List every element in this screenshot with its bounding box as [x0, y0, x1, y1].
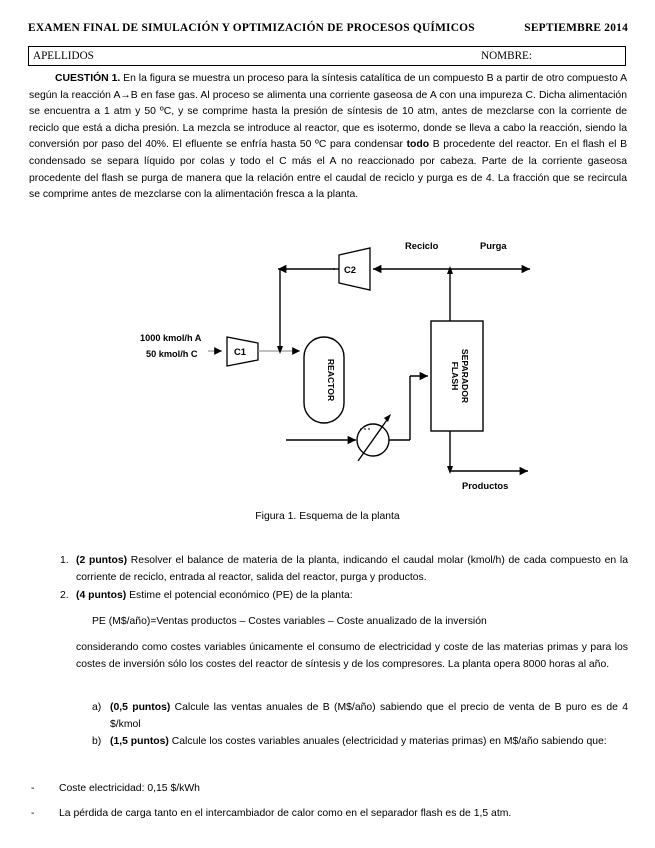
figure-caption: Figura 1. Esquema de la planta	[255, 511, 400, 522]
nombre-label: NOMBRE:	[481, 50, 532, 62]
item-1-points: (2 puntos)	[76, 555, 128, 566]
item-1	[76, 553, 628, 586]
separator-label-line-1: SEPARADOR	[460, 348, 470, 404]
subitem-b	[110, 734, 628, 751]
apellidos-label: APELLIDOS	[33, 50, 94, 62]
subitem-b-number: b)	[92, 736, 102, 747]
feed-label-line-1: 1000 kmol/h A	[140, 333, 202, 343]
process-flow-diagram	[130, 233, 530, 503]
subitem-b-text: Calcule los costes variables anuales (electricidad y materias primas) en M$/año sabiendo que:	[168, 736, 607, 747]
question-body-1: En la figura se muestra un proceso para la síntesis catalítica de un compuesto B a partir de otro compuesto A según la reacción A→B en fase gas. Al proceso se alimenta una corriente gaseosa de A con una impureza C. Dicha alimentación se encuentra a 1 atm y 50 ºC, y se comprime hasta la presión de síntesis de 10 atm, antes de mezclarse con la corriente de reciclo que está a dicha presión. La mezcla se introduce al reactor, que es isotermo, donde se lleva a cabo la reacción, siendo la conversión por paso del 40%. El efluente se enfría hasta 50 ºC para condensar	[29, 73, 628, 151]
compressor-c1-label: C1	[234, 346, 246, 357]
exam-title: EXAMEN FINAL DE SIMULACIÓN Y OPTIMIZACIÓN DE PROCESOS QUÍMICOS	[28, 22, 475, 34]
subitem-a-text: Calcule las ventas anuales de B (M$/año) sabiendo que el precio de venta de B puro es de 4 $/kmol	[110, 702, 628, 730]
bullet-2-text: La pérdida de carga tanto en el intercambiador de calor como en el separador flash es de 1,5 atm.	[59, 808, 512, 819]
feed-label-line-2: 50 kmol/h C	[146, 349, 198, 359]
question-label: CUESTIÓN 1.	[55, 73, 121, 84]
subitem-a-points: (0,5 puntos)	[110, 702, 171, 713]
item-1-number: 1.	[60, 555, 69, 566]
student-name-box	[28, 46, 626, 66]
page-header	[28, 22, 628, 34]
question-emphasis-todo: todo	[406, 139, 430, 151]
subitem-a-number: a)	[92, 702, 102, 713]
considering-paragraph: considerando como costes variables únicamente el consumo de electricidad y coste de las materias primas y para los costes de inversión sólo los costes del reactor de síntesis y de los compresores. La planta opera 8000 horas al año.	[76, 642, 628, 670]
item-2-text: Estime el potencial económico (PE) de la planta:	[126, 590, 353, 601]
compressor-c2-label: C2	[344, 264, 356, 275]
separator-label-line-2: FLASH	[450, 361, 460, 391]
bullet-1-text: Coste electricidad: 0,15 $/kWh	[59, 783, 200, 794]
question-body-2: B procedente del reactor. En el flash el B condensado se separa líquido por colas y todo el C más el A no reaccionado por cabeza. Parte de la corriente gaseosa procedente del flash se purga de manera que la relación entre el caudal de reciclo y purga es de 4. La fracción que se recircula se comprime antes de mezclarse con la alimentación fresca a la planta.	[29, 139, 627, 201]
item-2-number: 2.	[60, 590, 69, 601]
item-2	[76, 588, 628, 605]
subitem-a	[110, 700, 628, 733]
bullet-2-dash: -	[31, 808, 35, 819]
products-label: Productos	[462, 480, 509, 491]
purge-label: Purga	[480, 240, 507, 251]
reactor-label: REACTOR	[326, 358, 336, 402]
question-statement	[29, 71, 627, 204]
recycle-label: Reciclo	[405, 240, 439, 251]
exam-date: SEPTIEMBRE 2014	[524, 22, 628, 34]
pe-formula: PE (M$/año)=Ventas productos – Costes variables – Coste anualizado de la inversión	[92, 616, 487, 627]
item-2-points: (4 puntos)	[76, 590, 127, 601]
bullet-1-dash: -	[31, 783, 35, 794]
subitem-b-points: (1,5 puntos)	[110, 736, 169, 747]
item-1-text: Resolver el balance de materia de la planta, indicando el caudal molar (kmol/h) de cada compuesto en la corriente de reciclo, entrada al reactor, salida del reactor, purga y productos.	[76, 555, 628, 583]
